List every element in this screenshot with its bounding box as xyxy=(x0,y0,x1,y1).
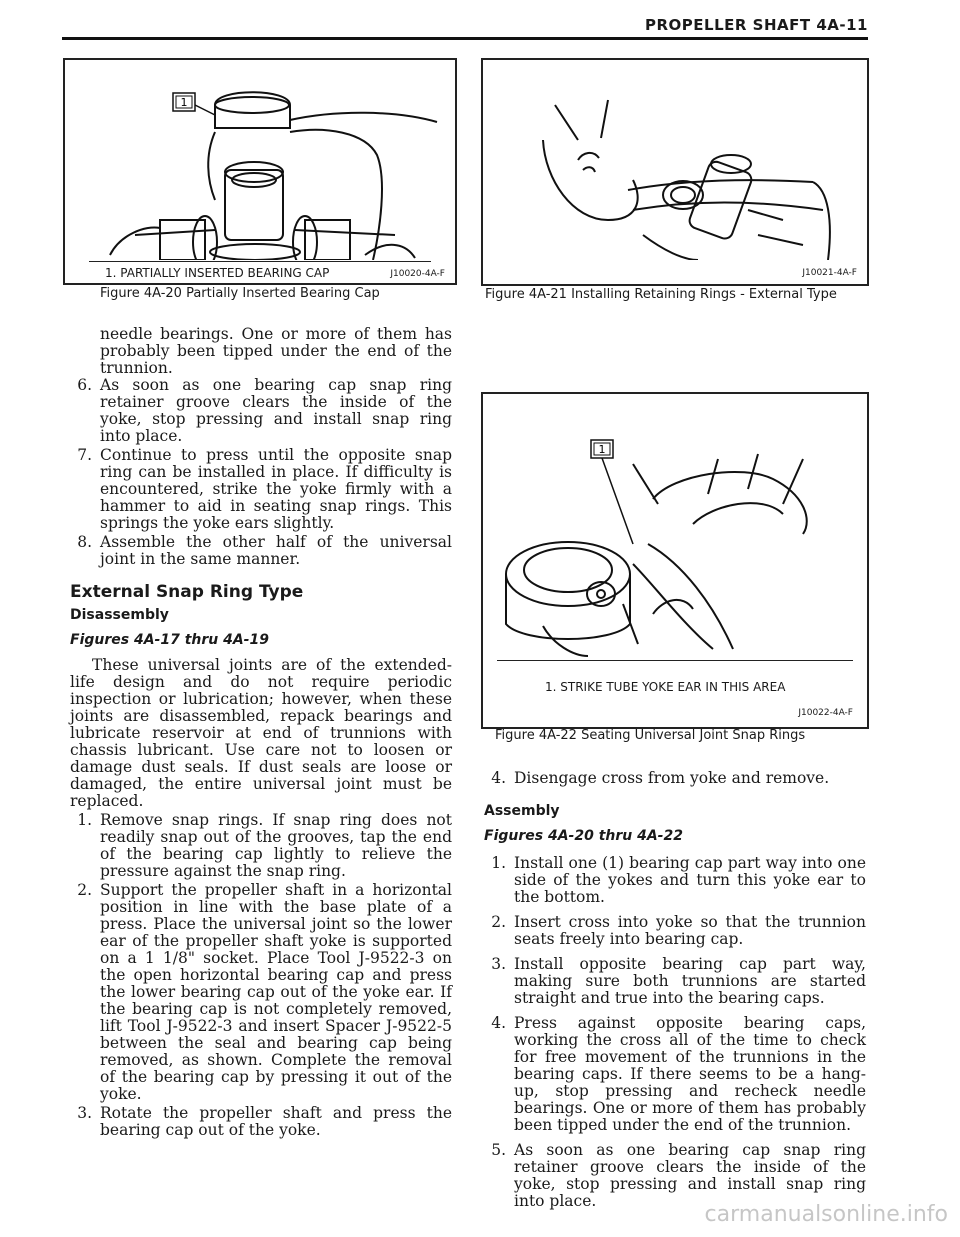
callout-number: 1 xyxy=(180,96,188,109)
page-header xyxy=(62,14,868,40)
item-text: Install one (1) bearing cap part way into one side of the yokes and turn this yoke ear to the bottom. xyxy=(514,854,866,906)
item-text: Support the propeller shaft in a horizontal position in line with the base plate of a press. Place the universal joint so the lower ear of the propeller shaft yoke is supported on a 1 1/8" socket. Place Tool J-9522-3 on the open horizontal bearing cap and press the lower bearing cap out of the yoke ear. If the bearing cap is not completely removed, lift Tool J-9522-3 and insert Spacer J-9522-5 between the seal and bearing cap being removed, as shown. Complete the removal of the bearing cap by pressing it out of the yoke. xyxy=(100,881,452,1103)
bearing-cap-illustration xyxy=(65,60,455,260)
list-item xyxy=(70,377,452,445)
item-number: 2. xyxy=(491,913,506,931)
left-column xyxy=(70,326,452,1141)
list-item xyxy=(70,534,452,568)
item-number: 5. xyxy=(491,1141,506,1159)
item-number: 1. xyxy=(491,854,506,872)
subsection-heading: Assembly xyxy=(484,803,560,819)
callout-number: 1 xyxy=(598,443,606,456)
list-item xyxy=(484,914,866,948)
item-text: Insert cross into yoke so that the trunnion seats freely into bearing cap. xyxy=(514,913,866,948)
figure-reference: Figures 4A-17 thru 4A-19 xyxy=(70,632,269,648)
list-item xyxy=(70,447,452,532)
list-item xyxy=(484,855,866,906)
intro-paragraph: These universal joints are of the extended-life design and do not require periodic inspection or lubrication; however, when these joints are disassembled, repack bearings and lubricate reservoir at end of trunnions with chassis lubricant. Use care not to loosen or damage dust seals. If dust seals are loose or damaged, the entire universal joint must be replaced. xyxy=(70,656,452,810)
retaining-rings-illustration xyxy=(483,60,867,260)
figure-reference: Figures 4A-20 thru 4A-22 xyxy=(484,828,683,844)
figure-4a-21 xyxy=(481,58,869,286)
figure-rule xyxy=(89,261,431,262)
item-text: As soon as one bearing cap snap ring retainer groove clears the inside of the yoke, stop pressing and install snap ring into place. xyxy=(100,376,452,445)
figure-4a-20 xyxy=(63,58,457,285)
figure-caption: Figure 4A-22 Seating Universal Joint Snap Rings xyxy=(495,728,806,743)
figure-code: J10020-4A-F xyxy=(390,269,445,279)
list-item xyxy=(70,1105,452,1139)
item-number: 1. xyxy=(77,811,92,829)
figure-callout: 1. STRIKE TUBE YOKE EAR IN THIS AREA xyxy=(545,680,786,694)
subsection-heading: Disassembly xyxy=(70,607,169,623)
item-number: 6. xyxy=(77,376,92,394)
item-number: 7. xyxy=(77,446,92,464)
figure-callout: 1. PARTIALLY INSERTED BEARING CAP xyxy=(105,266,330,280)
item-text: As soon as one bearing cap snap ring retainer groove clears the inside of the yoke, stop pressing and install snap ring into place. xyxy=(514,1141,866,1210)
right-column xyxy=(484,770,866,1212)
item-text: Assemble the other half of the universal joint in the same manner. xyxy=(100,533,452,568)
figure-caption: Figure 4A-20 Partially Inserted Bearing Cap xyxy=(100,286,380,301)
item-text: Press against opposite bearing caps, working the cross all of the time to check for free movement of the trunnions in the bearing caps. If there seems to be a hang-up, stop pressing and recheck needle bearings. One or more of them has probably been tipped under the end of the trunnion. xyxy=(514,1014,866,1134)
item-text: Continue to press until the opposite snap ring can be installed in place. If difficulty is encountered, strike the yoke firmly with a hammer to aid in seating snap rings. This springs the yoke ears slightly. xyxy=(100,446,452,532)
item-number: 2. xyxy=(77,881,92,899)
list-item xyxy=(484,1142,866,1210)
header-rule xyxy=(62,37,868,40)
item-text: Rotate the propeller shaft and press the bearing cap out of the yoke. xyxy=(100,1104,452,1139)
snap-rings-illustration xyxy=(483,394,867,664)
continued-text: needle bearings. One or more of them has probably been tipped under the end of the trunnion. xyxy=(100,325,452,377)
item-number: 3. xyxy=(77,1104,92,1122)
item-number: 8. xyxy=(77,533,92,551)
item-text: Remove snap rings. If snap ring does not readily snap out of the grooves, tap the end of the bearing cap lightly to relieve the pressure against the snap ring. xyxy=(100,811,452,880)
figure-code: J10022-4A-F xyxy=(798,708,853,718)
section-heading: External Snap Ring Type xyxy=(70,582,304,602)
item-text: Disengage cross from yoke and remove. xyxy=(514,769,830,787)
list-item xyxy=(484,770,866,787)
item-number: 3. xyxy=(491,955,506,973)
page-title: PROPELLER SHAFT 4A-11 xyxy=(645,16,868,34)
list-item xyxy=(70,882,452,1103)
list-item xyxy=(484,1015,866,1134)
figure-4a-22 xyxy=(481,392,869,729)
watermark: carmanualsonline.info xyxy=(704,1202,948,1227)
item-text: Install opposite bearing cap part way, making sure both trunnions are started straight and true into the bearing caps. xyxy=(514,955,866,1007)
item-number: 4. xyxy=(491,1014,506,1032)
figure-caption: Figure 4A-21 Installing Retaining Rings - External Type xyxy=(485,287,837,302)
figure-code: J10021-4A-F xyxy=(802,268,857,278)
figure-rule xyxy=(497,660,853,661)
list-item xyxy=(484,956,866,1007)
list-item xyxy=(70,812,452,880)
item-number: 4. xyxy=(491,769,506,787)
